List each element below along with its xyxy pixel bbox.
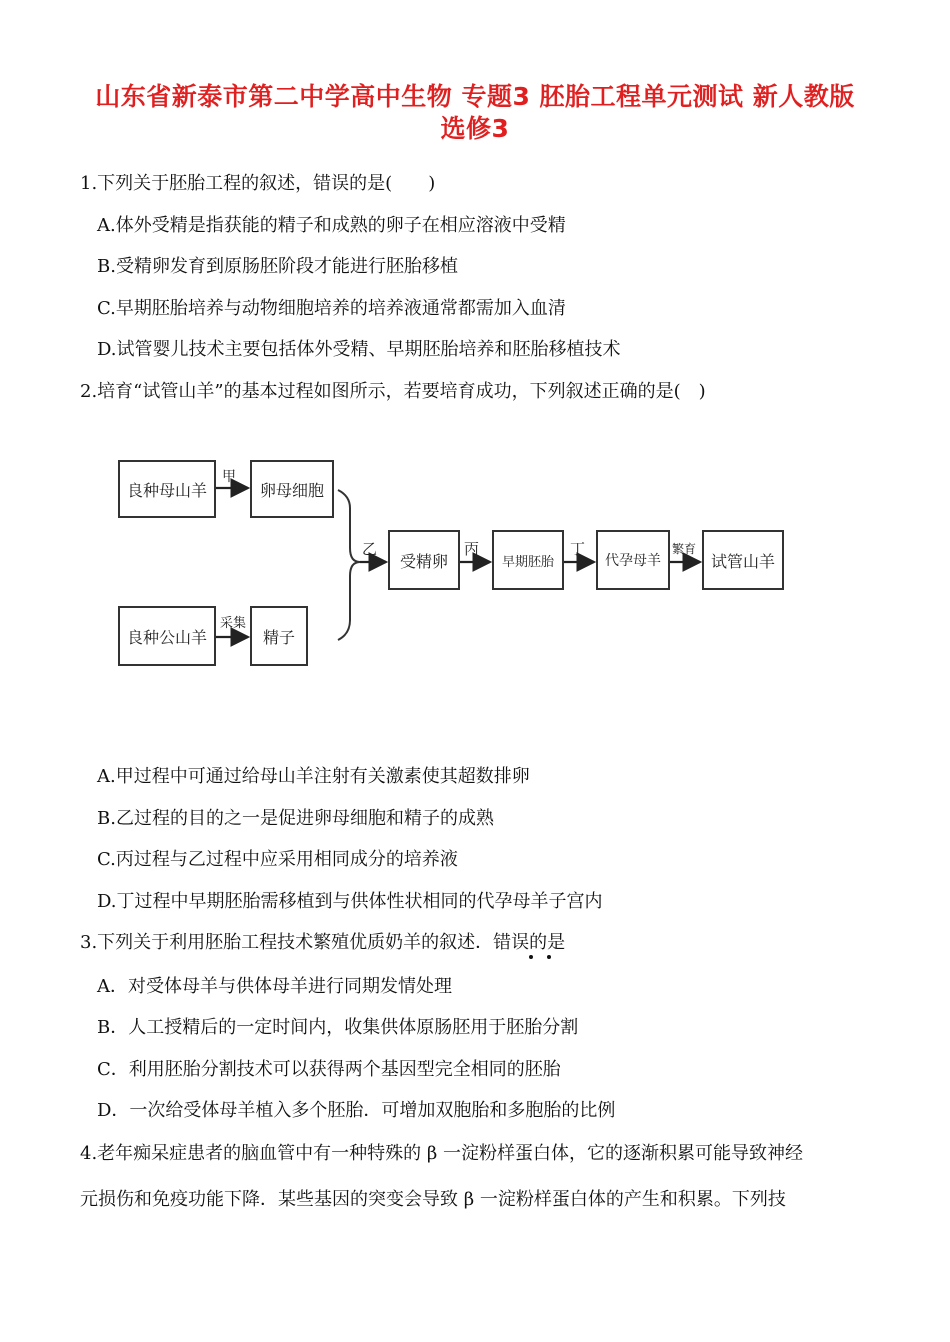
question-3-option-c: C．利用胚胎分割技术可以获得两个基因型完全相同的胚胎 (97, 1059, 561, 1080)
question-1-option-d: D.试管婴儿技术主要包括体外受精、早期胚胎培养和胚胎移植技术 (97, 339, 621, 360)
label-ding: 丁 (570, 540, 586, 558)
label-caiji: 采集 (220, 616, 247, 631)
page-title-line2: 选修3 (440, 114, 510, 143)
emphasis-dot (547, 955, 551, 959)
question-2-option-d: D.丁过程中早期胚胎需移植到与供体性状相同的代孕母羊子宫内 (97, 891, 603, 912)
label-yi: 乙 (362, 540, 378, 558)
box-sperm: 精子 (250, 606, 308, 666)
box-male-goat: 良种公山羊 (118, 606, 216, 666)
question-1-option-c: C.早期胚胎培养与动物细胞培养的培养液通常都需加入血清 (97, 298, 566, 319)
question-2-option-b: B.乙过程的目的之一是促进卵母细胞和精子的成熟 (97, 808, 494, 829)
question-2-option-c: C.丙过程与乙过程中应采用相同成分的培养液 (97, 849, 458, 870)
page-title-line1: 山东省新泰市第二中学高中生物 专题3 胚胎工程单元测试 新人教版 (95, 82, 855, 111)
question-2-stem: 2.培育“试管山羊”的基本过程如图所示，若要培育成功，下列叙述正确的是( ) (80, 381, 706, 402)
question-3-option-a: A．对受体母羊与供体母羊进行同期发情处理 (97, 976, 452, 997)
question-1-option-a: A.体外受精是指获能的精子和成熟的卵子在相应溶液中受精 (97, 215, 566, 236)
question-3-option-b: B．人工授精后的一定时间内，收集供体原肠胚用于胚胎分割 (97, 1017, 579, 1038)
label-bing: 丙 (464, 540, 480, 558)
question-1-option-b: B.受精卵发育到原肠胚阶段才能进行胚胎移植 (97, 256, 458, 277)
label-fanyu: 繁育 (672, 542, 697, 556)
box-oocyte: 卵母细胞 (250, 460, 334, 518)
question-2-option-a: A.甲过程中可通过给母山羊注射有关激素使其超数排卵 (97, 766, 530, 787)
question-3-stem: 3.下列关于利用胚胎工程技术繁殖优质奶羊的叙述．错误的是 (80, 932, 566, 953)
box-test-tube-goat: 试管山羊 (702, 530, 784, 590)
box-surrogate: 代孕母羊 (596, 530, 670, 590)
question-4-stem-line2: 元损伤和免疫功能下降．某些基因的突变会导致 β 一淀粉样蛋白体的产生和积累。下列技 (80, 1189, 786, 1210)
box-early-embryo: 早期胚胎 (492, 530, 564, 590)
question-1-stem: 1.下列关于胚胎工程的叙述，错误的是( ) (80, 173, 436, 194)
question-3-option-d: D．一次给受体母羊植入多个胚胎．可增加双胞胎和多胞胎的比例 (97, 1100, 616, 1121)
box-zygote: 受精卵 (388, 530, 460, 590)
question-4-stem-line1: 4.老年痴呆症患者的脑血管中有一种特殊的 β 一淀粉样蛋白体，它的逐渐积累可能导致神经 (80, 1143, 804, 1164)
label-jia: 甲 (222, 469, 236, 485)
emphasis-dot (529, 955, 533, 959)
test-tube-goat-flow-diagram (118, 446, 798, 676)
box-female-goat: 良种母山羊 (118, 460, 216, 518)
merge-brace (338, 490, 360, 640)
